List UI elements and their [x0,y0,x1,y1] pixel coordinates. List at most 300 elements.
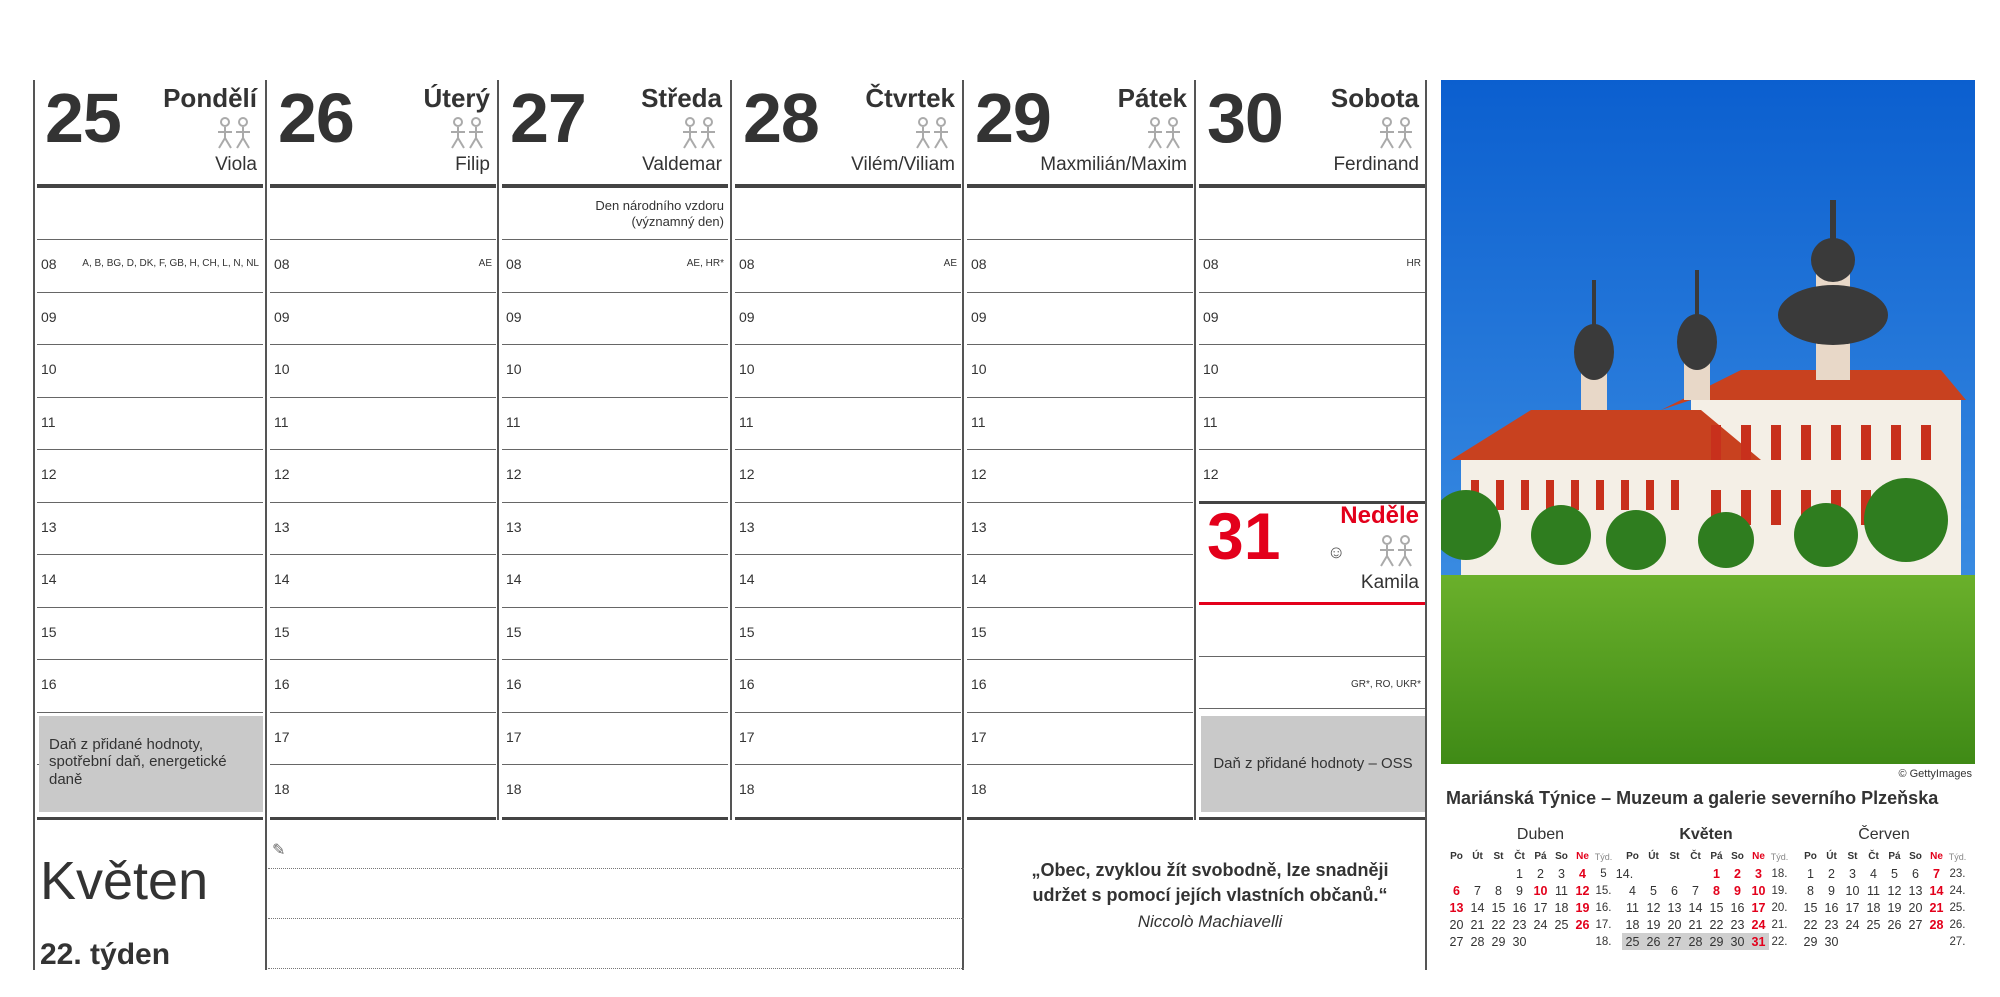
weekday-header: Čt [1690,851,1701,862]
hour-slot[interactable] [502,660,728,713]
date-cell: 25 [1554,917,1569,932]
hour-label: 15 [971,623,987,640]
date-cell: 12 [1887,883,1902,898]
memo-slot[interactable] [502,188,728,240]
hour-slot[interactable] [270,608,496,661]
mini-calendar-grid [1800,848,1968,950]
date-cell: 18 [1866,900,1881,915]
date-cell: 11 [1867,883,1880,898]
date-cell: 2 [1828,866,1835,881]
date-cell: 26 [1887,917,1902,932]
day-name: Úterý [423,83,490,113]
name-day: Ferdinand [1333,154,1419,175]
hour-slot[interactable] [502,503,728,556]
date-cell: 19 [1646,917,1661,932]
hour-label: 16 [971,676,987,692]
tax-note: Daň z přidané hodnoty – OSS [1201,716,1425,812]
hour-rows [270,240,496,818]
memo-slot[interactable] [1199,188,1425,240]
day-number: 28 [743,79,819,157]
hour-slot[interactable] [1199,345,1425,398]
hour-slot[interactable] [735,398,961,451]
name-day: Vilém/Viliam [851,154,955,175]
memo-slot[interactable] [735,188,961,240]
hour-label: 13 [739,518,755,535]
date-cell: 14 [1470,900,1485,915]
hour-slot[interactable] [270,555,496,608]
hour-label: 18 [971,781,987,797]
week-number-cell: 27. [1949,935,1966,948]
hour-slot[interactable] [502,398,728,451]
date-cell: 20 [1449,917,1464,932]
week-number-cell: 20. [1771,901,1788,914]
date-cell: 22 [1803,917,1818,932]
hour-rows [967,240,1193,818]
weekday-header: Týd. [1594,851,1613,862]
notes-area[interactable] [268,840,964,970]
hour-slot[interactable] [37,293,263,346]
week-number-cell: 25. [1949,901,1966,914]
day-name: Pátek [1117,83,1187,113]
hour-label: 08 [1203,256,1219,272]
month-title: Květen [40,851,209,911]
hour-label: 14 [971,571,987,587]
sunday-number: 31 [1207,499,1281,573]
country-codes: HR [1406,258,1421,269]
date-cell: 19 [1575,900,1590,915]
date-cell: 23 [1730,917,1745,932]
hour-label: 16 [274,676,290,692]
hour-slot[interactable] [37,450,263,503]
date-cell: 30 [1824,934,1839,949]
hour-slot[interactable] [270,660,496,713]
hour-label: 12 [1203,466,1219,482]
quote-line: udržet s pomocí jejích vlastních občanů.“ [1032,885,1388,906]
date-cell: 14. [1615,866,1634,881]
date-cell: 28 [1470,934,1485,949]
people-icon [213,116,255,150]
weekday-header: Út [1826,851,1837,862]
date-cell: 19 [1887,900,1902,915]
date-cell: 26 [1575,917,1590,932]
hour-label: 18 [506,781,522,797]
date-cell [1622,865,1643,882]
hour-slot[interactable] [270,503,496,556]
date-cell [1488,865,1509,882]
quote-line: „Obec, zvyklou žít svobodně, lze snadněji [1031,860,1389,880]
date-cell: 29 [1803,934,1818,949]
date-cell: 12 [1646,900,1661,915]
hour-slot[interactable] [967,608,1193,661]
date-cell: 21 [1688,917,1703,932]
day-name: Sobota [1330,83,1419,113]
date-cell: 13 [1667,900,1682,915]
date-cell: 10 [1845,883,1860,898]
date-cell: 8 [1495,883,1502,898]
date-cell: 7 [1933,866,1940,881]
date-cell: 4 [1629,883,1636,898]
date-cell: 6 [1912,866,1919,881]
hour-label: 18 [739,781,755,797]
weekday-header: St [1847,851,1858,862]
date-cell [1905,933,1926,950]
hour-label: 12 [506,466,522,482]
photo-caption: Mariánská Týnice – Muzeum a galerie severního Plzeňska [1446,788,1939,808]
week-number-cell: 24. [1949,884,1966,897]
date-cell: 15 [1803,900,1818,915]
hour-slot[interactable] [967,555,1193,608]
hour-label: 11 [506,413,521,430]
date-cell: 6 [1453,883,1460,898]
date-cell: 2 [1734,866,1741,881]
hour-slot[interactable] [1199,398,1425,451]
country-codes: A, B, BG, D, DK, F, GB, H, CH, L, N, NL [82,258,259,269]
date-cell [1863,933,1884,950]
col-divider [962,80,964,970]
country-codes: GR*, RO, UKR* [1350,679,1421,690]
hour-label: 15 [41,623,57,640]
mini-calendar [1622,826,1790,950]
weekday-header: Ne [1930,851,1943,862]
hour-slot[interactable] [735,293,961,346]
hour-label: 12 [739,466,755,482]
date-cell: 26 [1643,933,1664,950]
pencil-icon: ✎ [272,842,286,859]
hour-label: 09 [739,308,755,325]
weekday-header: Týd. [1770,851,1789,862]
hour-slot[interactable] [502,713,728,766]
date-cell: 2 [1537,866,1544,881]
day-column [735,80,961,820]
country-codes: AE, HR* [686,258,724,269]
people-icon [446,116,488,150]
memo-slot[interactable] [37,188,263,240]
hour-slot[interactable] [270,293,496,346]
hour-label: 11 [971,413,986,430]
monastery-illustration [1441,80,1975,764]
date-cell: 29 [1491,934,1506,949]
date-cell: 10 [1533,883,1548,898]
date-cell [1530,933,1551,950]
bottom-rule [735,817,961,820]
weekday-header: Pá [1534,851,1547,862]
memo-line: Den národního vzdoru [595,198,724,213]
memo-slot[interactable] [967,188,1193,240]
week-number-cell: 21. [1771,918,1788,931]
hour-slot[interactable] [967,240,1193,293]
week-number-cell: 22. [1771,935,1788,948]
hour-slot[interactable] [967,293,1193,346]
hour-slot[interactable] [270,450,496,503]
hour-slot[interactable] [502,765,728,818]
hour-label: 16 [41,676,57,692]
hour-label: 14 [506,571,522,587]
hour-slot[interactable] [967,398,1193,451]
date-cell: 14 [1688,900,1703,915]
day-column [1199,80,1425,820]
date-cell: 16 [1512,900,1527,915]
col-divider [1194,80,1196,820]
weekday-header: Čt [1514,851,1525,862]
date-cell: 15 [1491,900,1506,915]
hour-label: 12 [41,466,57,482]
mini-calendar [1800,826,1968,950]
week-number-cell: 23. [1949,867,1966,880]
week-number-cell: 17. [1595,918,1612,931]
hour-label: 18 [274,781,290,797]
note-line [268,968,964,969]
date-cell: 30 [1727,933,1748,950]
hour-rows [502,240,728,818]
hour-slot[interactable] [735,765,961,818]
hour-label: 11 [274,413,289,430]
hour-slot[interactable] [1199,450,1425,503]
weekday-header: St [1493,851,1504,862]
hour-slot[interactable] [735,660,961,713]
weekday-header: Út [1472,851,1483,862]
hour-slot[interactable] [967,345,1193,398]
hour-label: 16 [739,676,755,692]
bottom-rule [37,817,263,820]
quote-text [1000,858,1420,908]
photo-monastery [1441,80,1975,764]
hour-rows [1199,240,1425,503]
hour-slot[interactable] [502,240,728,293]
hour-slot[interactable] [37,608,263,661]
date-cell: 21 [1929,900,1944,915]
hour-slot[interactable] [502,555,728,608]
hour-label: 10 [1203,361,1219,377]
smiley-icon: ☺ [1327,542,1346,562]
weekday-header: Týd. [1948,851,1967,862]
hour-label: 15 [739,623,755,640]
hour-label: 08 [274,256,290,272]
week-number-cell: 26. [1949,918,1966,931]
date-cell: 25 [1866,917,1881,932]
hour-slot[interactable] [735,608,961,661]
hour-slot[interactable] [502,345,728,398]
hour-label: 10 [506,361,522,377]
date-cell [1643,865,1664,882]
bottom-rule [1199,817,1425,820]
day-column [967,80,1193,820]
weekday-header: So [1555,851,1568,862]
hour-label: 13 [971,518,987,535]
hour-slot[interactable] [735,345,961,398]
hour-slot[interactable] [37,240,263,293]
weekday-header: Po [1626,851,1639,862]
hour-slot[interactable] [37,555,263,608]
date-cell [1572,933,1593,950]
date-cell: 15 [1709,900,1724,915]
date-cell: 22 [1491,917,1506,932]
hour-label: 10 [274,361,290,377]
date-cell: 28 [1685,933,1706,950]
hour-label: 14 [739,571,755,587]
hour-slot[interactable] [270,240,496,293]
hour-label: 08 [739,256,755,272]
people-icon [1375,116,1417,150]
hour-slot[interactable] [735,555,961,608]
name-day: Viola [215,154,257,175]
date-cell: 20 [1908,900,1923,915]
hour-label: 17 [506,728,522,745]
col-divider [265,80,267,970]
date-cell: 30 [1512,934,1527,949]
sunday-slot[interactable] [1199,657,1425,709]
week-number-cell: 19. [1771,884,1788,897]
memo-slot[interactable] [270,188,496,240]
hour-label: 14 [274,571,290,587]
date-cell: 7 [1692,883,1699,898]
date-cell [1446,865,1467,882]
hour-slot[interactable] [967,713,1193,766]
note-line [268,868,964,869]
day-name: Čtvrtek [865,83,955,113]
hour-slot[interactable] [1199,293,1425,346]
hour-slot[interactable] [270,713,496,766]
date-cell: 14 [1929,883,1944,898]
weekday-header: Čt [1868,851,1879,862]
hour-label: 14 [41,571,57,587]
week-number-cell: 18. [1595,935,1612,948]
date-cell: 27 [1664,933,1685,950]
hour-label: 09 [1203,308,1219,325]
hour-label: 17 [971,728,987,745]
hour-slot[interactable] [967,765,1193,818]
hour-label: 15 [506,623,522,640]
mini-calendar-title: Duben [1516,826,1565,843]
sunday-name: Neděle [1340,502,1419,529]
date-cell: 28 [1929,917,1944,932]
col-divider [497,80,499,820]
date-cell: 17 [1845,900,1860,915]
name-day: Filip [455,154,490,175]
date-cell: 12 [1575,883,1590,898]
date-cell: 8 [1807,883,1814,898]
day-number: 26 [278,79,354,157]
hour-slot[interactable] [37,398,263,451]
hour-rows [735,240,961,818]
hour-label: 11 [739,413,754,430]
hour-slot[interactable] [37,503,263,556]
date-cell: 24 [1751,917,1766,932]
hour-label: 09 [506,308,522,325]
week-number: 22. týden [40,938,171,971]
mini-calendar-title: Květen [1679,826,1733,843]
sunday-slot[interactable] [1199,605,1425,657]
date-cell: 9 [1828,883,1835,898]
hour-slot[interactable] [37,660,263,713]
hour-label: 10 [971,361,987,377]
hour-slot[interactable] [1199,240,1425,293]
hour-slot[interactable] [735,713,961,766]
hour-slot[interactable] [270,398,496,451]
hour-label: 09 [971,308,987,325]
weekday-header: Pá [1710,851,1723,862]
col-divider [1425,80,1427,970]
hour-slot[interactable] [502,293,728,346]
hour-slot[interactable] [735,503,961,556]
memo-line: (významný den) [631,213,724,229]
date-cell: 9 [1734,883,1741,898]
hour-slot[interactable] [735,240,961,293]
date-cell [1884,933,1905,950]
date-cell: 23 [1824,917,1839,932]
hour-slot[interactable] [270,345,496,398]
hour-slot[interactable] [37,345,263,398]
hour-label: 11 [1203,413,1218,430]
hour-label: 13 [41,518,57,535]
weekday-header: So [1731,851,1744,862]
hour-label: 09 [274,308,290,325]
hour-slot[interactable] [502,608,728,661]
date-cell: 24 [1845,917,1860,932]
hour-slot[interactable] [967,450,1193,503]
weekday-header: Ne [1576,851,1589,862]
date-cell: 3 [1558,866,1565,881]
country-codes: AE [943,258,957,269]
weekday-header: So [1909,851,1922,862]
date-cell: 16 [1824,900,1839,915]
hour-slot[interactable] [502,450,728,503]
date-cell: 4 [1870,866,1877,881]
date-cell [1685,865,1706,882]
hour-label: 09 [41,308,57,325]
weekday-header: Út [1648,851,1659,862]
bottom-rule [502,817,728,820]
day-column [270,80,496,820]
hour-label: 11 [41,413,56,430]
hour-label: 13 [274,518,290,535]
bottom-rule [270,817,496,820]
hour-slot[interactable] [735,450,961,503]
quote-author: Niccolò Machiavelli [1137,912,1283,931]
people-icon [678,116,720,150]
hour-slot[interactable] [967,660,1193,713]
date-cell: 9 [1516,883,1523,898]
date-cell: 17 [1533,900,1548,915]
hour-slot[interactable] [270,765,496,818]
country-codes: AE [478,258,492,269]
week-number-cell: 5 [1600,867,1607,880]
date-cell: 21 [1470,917,1485,932]
tax-note: Daň z přidané hodnoty, spotřební daň, energetické daně [39,716,263,812]
date-cell: 18 [1625,917,1640,932]
hour-slot[interactable] [967,503,1193,556]
date-cell: 10 [1751,883,1766,898]
left-border [33,80,35,970]
hour-label: 13 [506,518,522,535]
mini-calendar-grid [1622,848,1790,950]
date-cell: 22 [1709,917,1724,932]
date-cell: 27 [1449,934,1464,949]
date-cell [1926,933,1947,950]
weekday-header: Po [1450,851,1463,862]
date-cell: 29 [1706,933,1727,950]
day-number: 27 [510,79,586,157]
hour-label: 12 [971,466,987,482]
week-number-cell: 15. [1595,884,1612,897]
hour-label: 10 [41,361,57,377]
date-cell [1664,865,1685,882]
hour-label: 17 [274,728,290,745]
date-cell [1551,933,1572,950]
date-cell: 23 [1512,917,1527,932]
date-cell: 3 [1755,866,1762,881]
mini-calendar-grid [1446,848,1635,950]
hour-label: 16 [506,676,522,692]
